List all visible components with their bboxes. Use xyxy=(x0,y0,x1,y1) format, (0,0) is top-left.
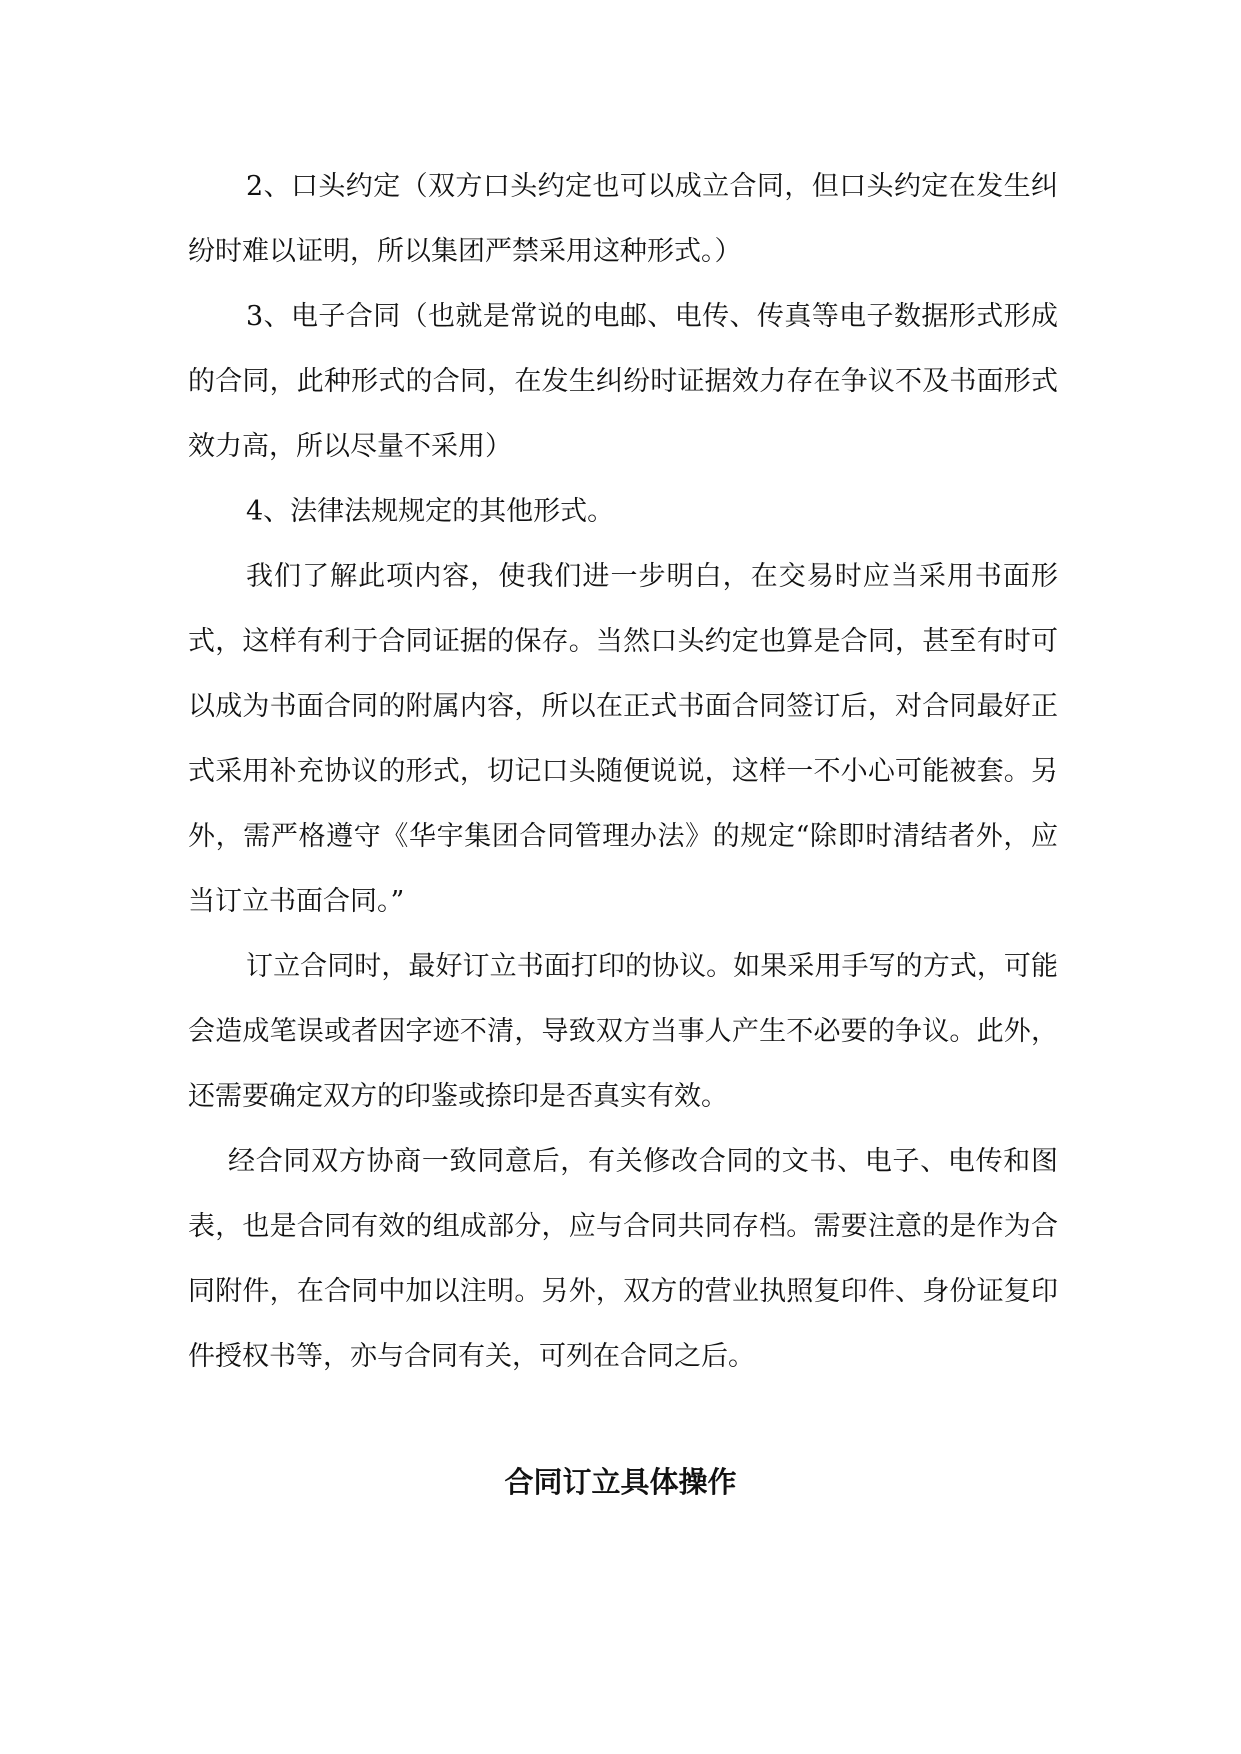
paragraph-electronic-contract: 3、电子合同（也就是常说的电邮、电传、传真等电子数据形式形成的合同，此种形式的合同，在发生纠纷时证据效力存在争议不及书面形式效力高，所以尽量不采用） xyxy=(188,301,1058,462)
section-heading: 合同订立具体操作 xyxy=(504,1465,737,1499)
body-text xyxy=(188,154,1058,1389)
paragraph-printed-agreement: 订立合同时，最好订立书面打印的协议。如果采用手写的方式，可能会造成笔误或者因字迹不清，导致双方当事人产生不必要的争议。此外，还需要确定双方的印鉴或捺印是否真实有效。 xyxy=(188,951,1058,1112)
paragraph-other-forms: 4、法律法规规定的其他形式。 xyxy=(246,496,615,527)
paragraph-contract-attachments: 经合同双方协商一致同意后，有关修改合同的文书、电子、电传和图表，也是合同有效的组成部分，应与合同共同存档。需要注意的是作为合同附件，在合同中加以注明。另外，双方的营业执照复印件、身份证复印件授权书等，亦与合同有关，可列在合同之后。 xyxy=(188,1146,1058,1372)
paragraph-written-form-advice: 我们了解此项内容，使我们进一步明白，在交易时应当采用书面形式，这样有利于合同证据的保存。当然口头约定也算是合同，甚至有时可以成为书面合同的附属内容，所以在正式书面合同签订后，对合同最好正式采用补充协议的形式，切记口头随便说说，这样一不小心可能被套。另外，需严格遵守《华宇集团合同管理办法》的规定“除即时清结者外，应当订立书面合同。” xyxy=(188,561,1058,917)
paragraph-oral-agreement: 2、口头约定（双方口头约定也可以成立合同，但口头约定在发生纠纷时难以证明，所以集团严禁采用这种形式。） xyxy=(188,171,1058,267)
